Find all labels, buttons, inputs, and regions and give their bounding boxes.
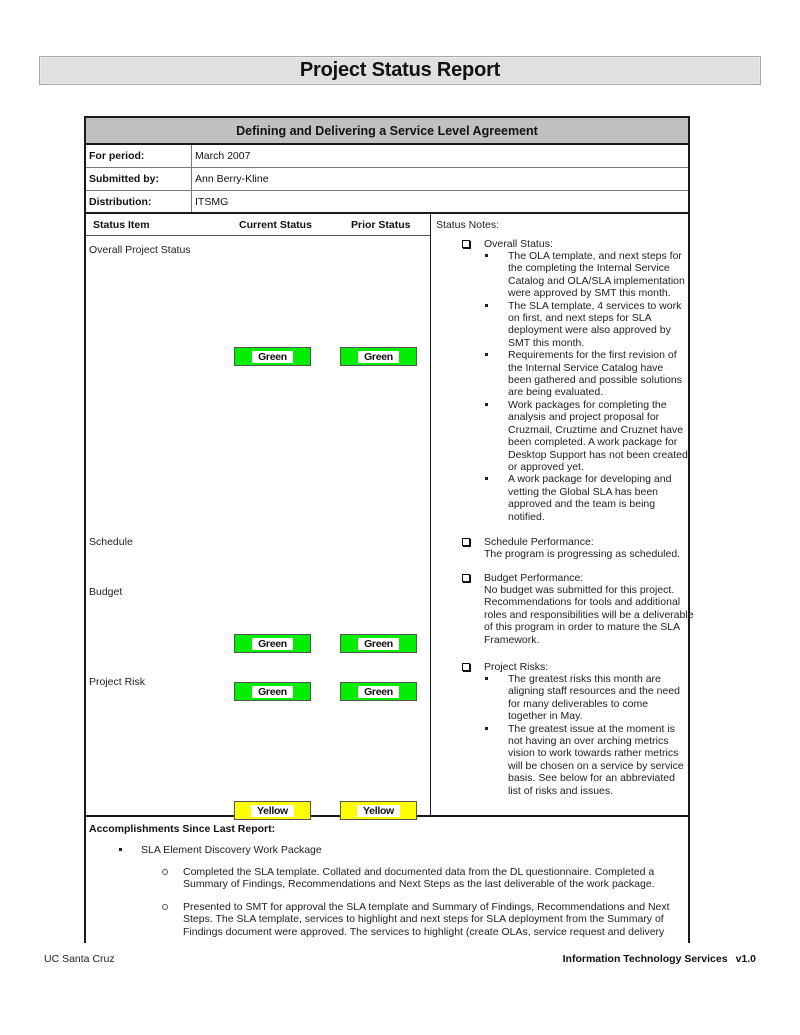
accomplishment-item: SLA Element Discovery Work Package <box>89 844 685 856</box>
budget-prior-status-badge <box>340 682 417 701</box>
footer-organization: UC Santa Cruz <box>44 953 115 965</box>
note-heading: Overall Status: <box>484 238 553 250</box>
status-item-overall: Overall Project Status <box>89 244 191 256</box>
department-name: Information Technology Services <box>562 953 728 965</box>
note-heading: Project Risks: <box>484 661 549 673</box>
note-bullet: The OLA template, and next steps for the completing the Internal Service Catalog and OLA/SLA implementation were approved by SMT this month. <box>433 250 688 300</box>
note-bullet: Work packages for completing the analysis and project proposal for Cruzmail, Cruztime and Cruznet have been completed. A work package for Desktop Support has not been created or approved yet. <box>433 399 688 473</box>
checkbox-bullet-icon <box>462 574 470 582</box>
note-text: The program is progressing as scheduled. <box>484 548 681 560</box>
note-bullet: A work package for developing and vetting the Global SLA has been approved and the team is being notified. <box>433 473 688 523</box>
schedule-prior-status-badge <box>340 634 417 653</box>
badge-label: Green <box>252 351 293 363</box>
status-item-project-risk: Project Risk <box>89 676 146 688</box>
report-title-bar <box>39 56 761 85</box>
note-text: No budget was submitted for this project. Recommendations for tools and additional roles and responsibilities will be a deliverable of this program in order to mature the SLA Framework. <box>484 584 694 646</box>
note-heading: Budget Performance: <box>484 572 584 584</box>
badge-label: Green <box>358 638 399 650</box>
distribution-value: ITSMG <box>195 195 229 208</box>
status-item-schedule: Schedule <box>89 536 133 548</box>
status-notes-column <box>433 214 694 815</box>
distribution-label: Distribution: <box>86 191 192 212</box>
badge-label: Green <box>358 686 399 698</box>
accomplishment-subitem: Presented to SMT for approval the SLA template and Summary of Findings, Recommendations and Next Steps. The SLA template, services to highlight and next steps for SLA deployment from the Summary of Findings document were approved. The services to highlight (create OLAs, service request and delivery <box>89 901 674 938</box>
submitted-by-label: Submitted by: <box>86 168 192 190</box>
status-items-column <box>86 214 431 815</box>
period-label: For period: <box>86 145 192 167</box>
meta-row-period <box>86 145 688 168</box>
accomplishments-heading: Accomplishments Since Last Report: <box>89 823 276 835</box>
budget-current-status-badge <box>234 682 311 701</box>
status-report-table <box>84 116 694 943</box>
badge-label: Green <box>252 686 293 698</box>
overall-current-status-badge <box>234 347 311 366</box>
badge-label: Yellow <box>357 805 400 817</box>
note-bullet: The greatest risks this month are aligning staff resources and the need for many deliverables to come together in May. <box>433 673 688 723</box>
status-section <box>86 214 694 817</box>
schedule-current-status-badge <box>234 634 311 653</box>
accomplishments-section <box>86 817 688 944</box>
badge-label: Yellow <box>251 805 294 817</box>
version-label: v1.0 <box>735 953 756 965</box>
checkbox-bullet-icon <box>462 663 470 671</box>
badge-label: Green <box>252 638 293 650</box>
overall-prior-status-badge <box>340 347 417 366</box>
note-heading: Schedule Performance: <box>484 536 594 548</box>
status-item-header: Status Item <box>93 219 150 231</box>
status-item-budget: Budget <box>89 586 123 598</box>
risk-bullets <box>433 673 688 797</box>
page-title: Project Status Report <box>299 59 501 81</box>
status-column-headers <box>86 214 430 236</box>
note-bullet: The greatest issue at the moment is not having an over arching metrics vision to work towards rather metrics will be chosen on a service by service basis. See below for an abbreviated list of risks and issues. <box>433 723 688 797</box>
current-status-header: Current Status <box>239 219 312 231</box>
note-bullet: Requirements for the first revision of the Internal Service Catalog have been gathered and possible solutions are being evaluated. <box>433 349 688 399</box>
checkbox-bullet-icon <box>462 538 470 546</box>
overall-bullets <box>433 250 688 523</box>
project-name-header: Defining and Delivering a Service Level Agreement <box>86 118 688 145</box>
footer-department <box>563 953 756 965</box>
status-notes-title: Status Notes: <box>436 219 500 231</box>
badge-label: Green <box>358 351 399 363</box>
prior-status-header: Prior Status <box>351 219 411 231</box>
meta-row-distribution <box>86 191 688 214</box>
accomplishment-subitem: Completed the SLA template. Collated and documented data from the DL questionnaire. Completed a Summary of Findings, Recommendations and Next Steps as the last deliverable of the work package. <box>89 866 674 891</box>
meta-row-submitted-by <box>86 168 688 191</box>
checkbox-bullet-icon <box>462 240 470 248</box>
submitted-by-value: Ann Berry-Kline <box>195 173 269 185</box>
note-bullet: The SLA template, 4 services to work on first, and next steps for SLA deployment were also approved by SMT this month. <box>433 300 688 350</box>
period-value: March 2007 <box>195 150 251 162</box>
